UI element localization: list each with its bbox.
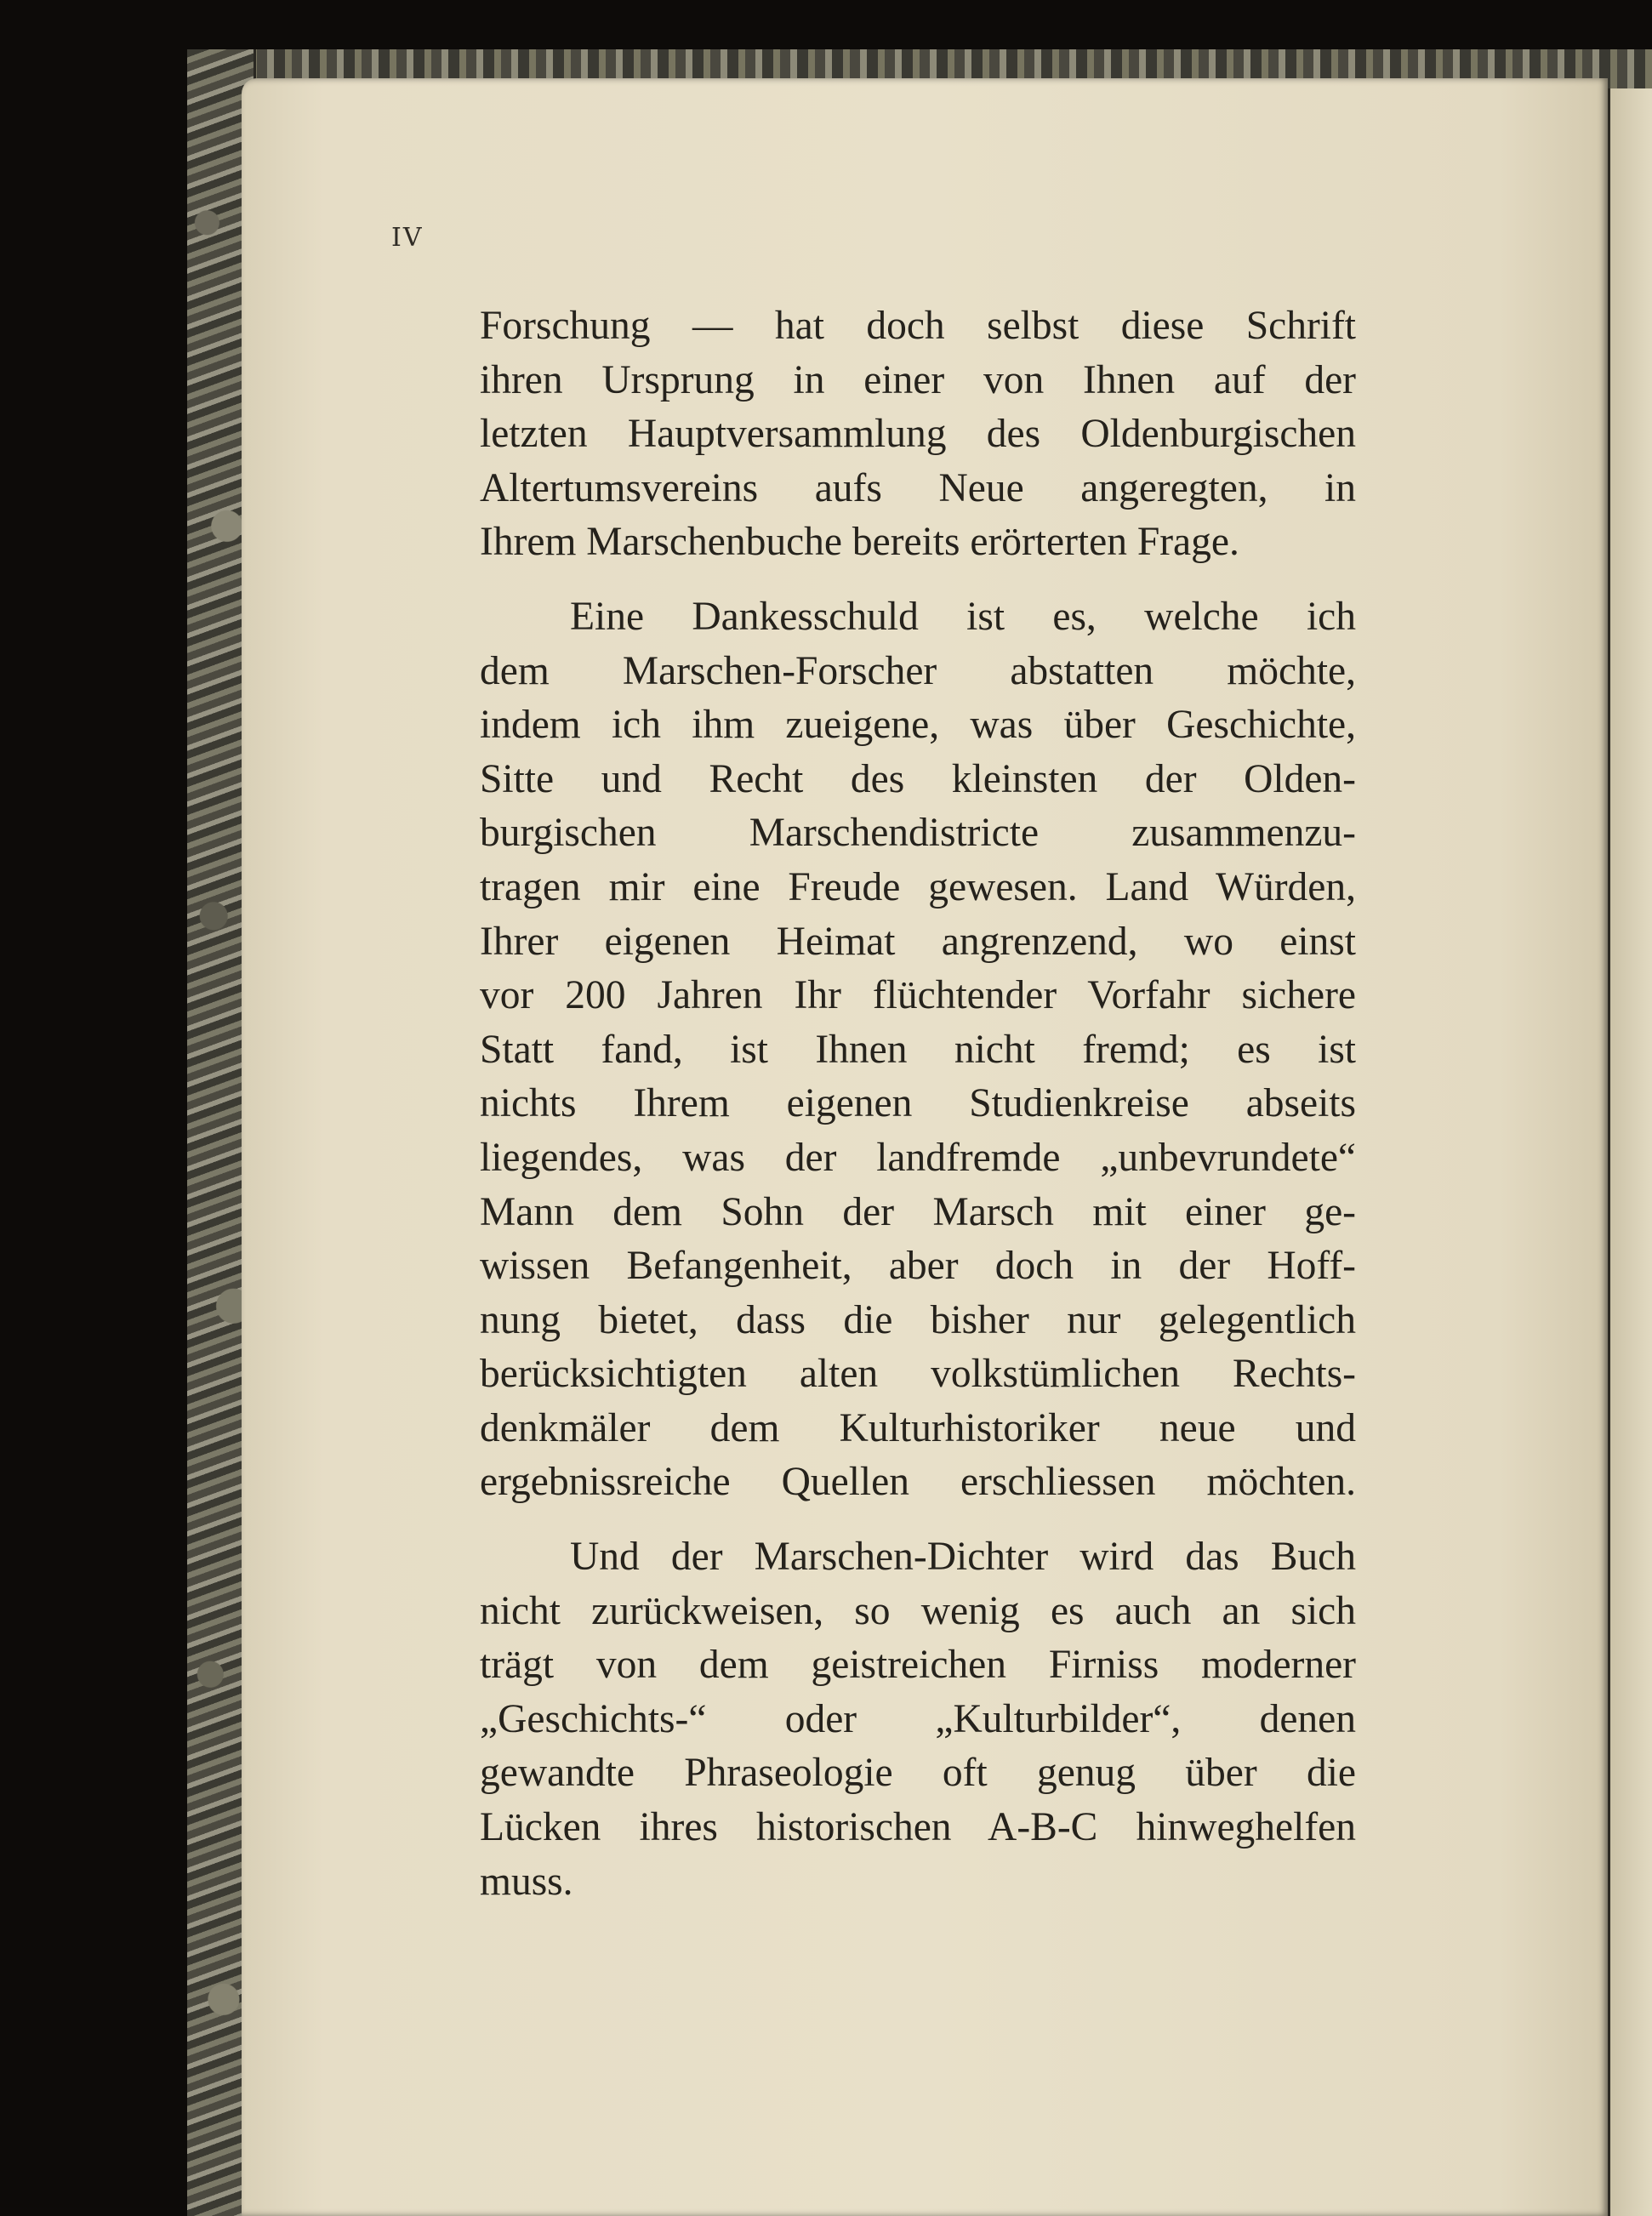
text-line: Mann dem Sohn der Marsch mit einer ge- xyxy=(480,1189,1356,1234)
text-line: berücksichtigten alten volkstümlichen Rechts- xyxy=(480,1352,1356,1397)
text-line: Und der Marschen-Dichter wird das Buch xyxy=(570,1535,1356,1580)
text-line: ihren Ursprung in einer von Ihnen auf der xyxy=(480,357,1356,402)
text-line: nichts Ihrem eigenen Studienkreise abseits xyxy=(480,1081,1356,1126)
text-line: muss. xyxy=(480,1859,573,1904)
text-line: Statt fand, ist Ihnen nicht fremd; es ist xyxy=(480,1027,1356,1072)
paragraph-1 xyxy=(480,299,1356,570)
text-line: liegendes, was der landfremde „unbevrundete“ xyxy=(480,1135,1356,1180)
facing-page-edge xyxy=(1608,88,1652,2216)
page-number: IV xyxy=(391,223,424,253)
text-line: trägt von dem geistreichen Firniss moderner xyxy=(480,1643,1356,1688)
text-line: ergebnissreiche Quellen erschliessen möchten. xyxy=(480,1460,1356,1505)
text-line: nung bietet, dass die bisher nur gelegentlich xyxy=(480,1297,1356,1342)
text-line: Ihrem Marschenbuche bereits erörterten Frage. xyxy=(480,520,1239,565)
text-line: indem ich ihm zueigene, was über Geschichte, xyxy=(480,703,1356,748)
text-line: wissen Befangenheit, aber doch in der Hoff- xyxy=(480,1244,1356,1289)
text-line: tragen mir eine Freude gewesen. Land Würden, xyxy=(480,864,1356,909)
text-line: Altertumsvereins aufs Neue angeregten, in xyxy=(480,465,1356,510)
text-line: Forschung — hat doch selbst diese Schrift xyxy=(480,304,1356,348)
paragraph-3 xyxy=(480,1530,1356,1909)
text-line: gewandte Phraseologie oft genug über die xyxy=(480,1751,1356,1796)
text-line: dem Marschen-Forscher abstatten möchte, xyxy=(480,648,1356,693)
body-text xyxy=(480,299,1356,1909)
text-line: „Geschichts-“ oder „Kulturbilder“, denen xyxy=(480,1696,1356,1741)
paragraph-2 xyxy=(480,590,1356,1510)
text-line: letzten Hauptversammlung des Oldenburgischen xyxy=(480,412,1356,457)
text-line: Eine Dankesschuld ist es, welche ich xyxy=(570,594,1356,639)
text-line: burgischen Marschendistricte zusammenzu- xyxy=(480,811,1356,856)
text-line: vor 200 Jahren Ihr flüchtender Vorfahr sichere xyxy=(480,973,1356,1018)
text-line: Sitte und Recht des kleinsten der Olden- xyxy=(480,756,1356,801)
text-line: denkmäler dem Kulturhistoriker neue und xyxy=(480,1405,1356,1450)
text-line: Lücken ihres historischen A-B-C hinweghelfen xyxy=(480,1805,1356,1850)
text-line: Ihrer eigenen Heimat angrenzend, wo einst xyxy=(480,919,1356,964)
text-line: nicht zurückweisen, so wenig es auch an sich xyxy=(480,1588,1356,1633)
